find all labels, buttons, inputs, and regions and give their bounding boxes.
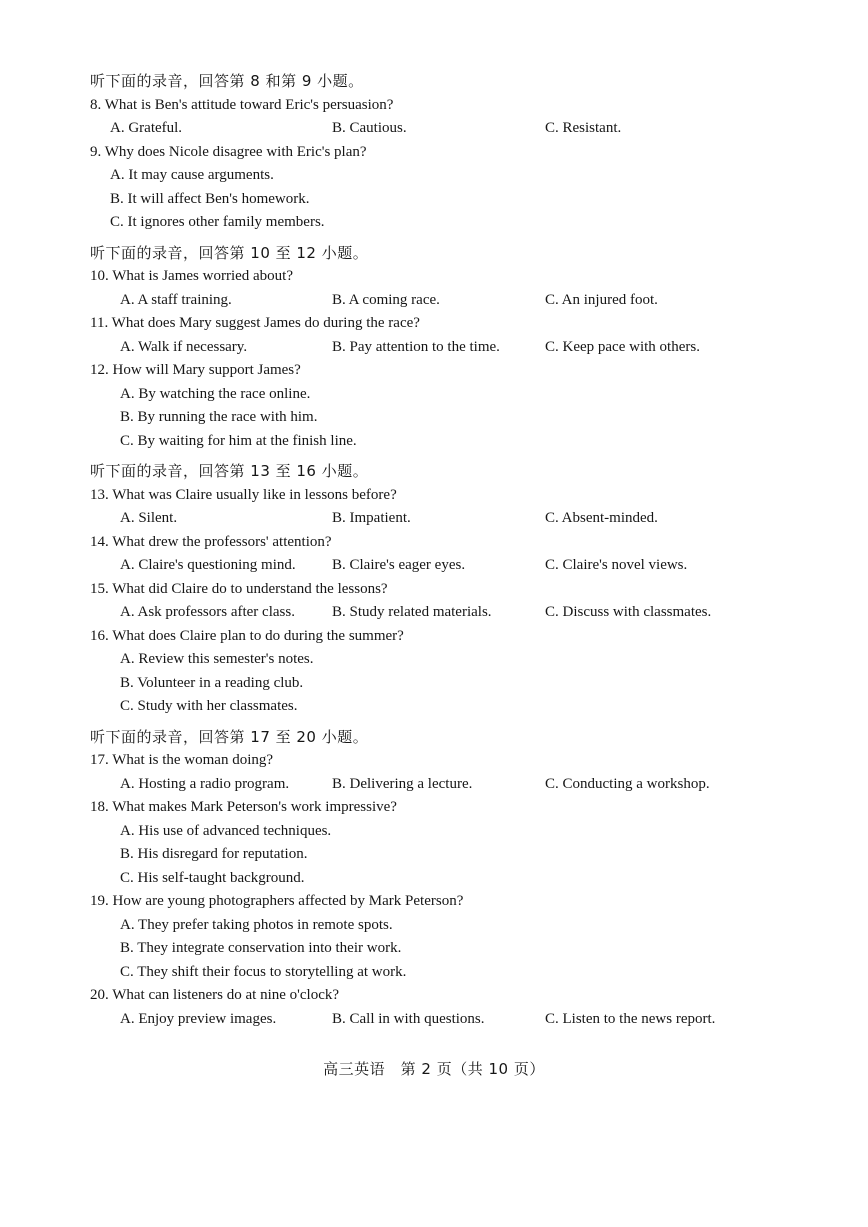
answer-option-a: A. His use of advanced techniques. [120, 822, 332, 839]
answer-option-c: C. Absent-minded. [545, 510, 658, 526]
answer-option-a: A. Grateful. [110, 120, 183, 136]
options-row [90, 117, 790, 141]
answer-option-b: B. It will affect Ben's homework. [110, 190, 310, 207]
options-row [90, 289, 790, 313]
answer-option-a: A. A staff training. [120, 291, 232, 308]
section-heading: 听下面的录音，回答第 13 至 16 小题。 [90, 462, 369, 480]
question-stem: 18. What makes Mark Peterson's work impressive? [90, 799, 397, 815]
question-stem: 13. What was Claire usually like in lessons before? [90, 486, 397, 503]
options-row [90, 773, 790, 797]
answer-option-c: C. Keep pace with others. [545, 338, 700, 355]
answer-option-b: B. They integrate conservation into their work. [120, 940, 402, 956]
answer-option-b: B. Study related materials. [332, 604, 492, 620]
options-row [90, 507, 790, 531]
answer-option-c: C. His self-taught background. [120, 869, 305, 886]
answer-option-a: A. Ask professors after class. [120, 604, 295, 620]
question-stem: 17. What is the woman doing? [90, 752, 274, 768]
answer-option-a: A. Claire's questioning mind. [120, 557, 296, 573]
options-row [90, 554, 790, 578]
options-row [90, 1008, 790, 1032]
answer-option-b: B. Call in with questions. [332, 1010, 485, 1027]
options-row [90, 601, 790, 625]
answer-option-c: C. Listen to the news report. [545, 1010, 716, 1027]
answer-option-a: A. By watching the race online. [120, 385, 311, 402]
question-stem: 16. What does Claire plan to do during the summer? [90, 627, 404, 644]
answer-option-c: C. Discuss with classmates. [545, 604, 712, 620]
answer-option-c: C. Resistant. [545, 120, 622, 136]
question-stem: 19. How are young photographers affected by Mark Peterson? [90, 893, 464, 909]
answer-option-c: C. By waiting for him at the finish line. [120, 432, 357, 449]
answer-option-c: C. It ignores other family members. [110, 214, 325, 230]
answer-option-c: C. Conducting a workshop. [545, 775, 710, 792]
answer-option-b: B. His disregard for reputation. [120, 846, 308, 862]
answer-option-a: A. Hosting a radio program. [120, 775, 290, 792]
answer-option-c: C. Claire's novel views. [545, 557, 688, 573]
answer-option-b: B. Cautious. [332, 120, 407, 136]
answer-option-b: B. Delivering a lecture. [332, 775, 473, 792]
question-stem: 12. How will Mary support James? [90, 362, 301, 378]
answer-option-b: B. By running the race with him. [120, 409, 318, 425]
listening-questions [90, 70, 790, 1031]
answer-option-a: A. Enjoy preview images. [120, 1010, 277, 1027]
options-row [90, 336, 790, 360]
answer-option-c: C. An injured foot. [545, 291, 658, 308]
page-footer: 高三英语 第 2 页（共 10 页） [323, 1060, 545, 1078]
question-stem: 15. What did Claire do to understand the lessons? [90, 580, 388, 597]
section-heading: 听下面的录音，回答第 8 和第 9 小题。 [90, 72, 364, 90]
question-stem: 10. What is James worried about? [90, 268, 294, 284]
answer-option-a: A. Silent. [120, 510, 178, 526]
question-stem: 14. What drew the professors' attention? [90, 533, 332, 550]
question-stem: 9. Why does Nicole disagree with Eric's plan? [90, 143, 367, 160]
answer-option-a: A. They prefer taking photos in remote spots. [120, 916, 393, 933]
answer-option-a: A. Review this semester's notes. [120, 651, 314, 667]
answer-option-b: B. Impatient. [332, 510, 411, 526]
question-stem: 20. What can listeners do at nine o'clock? [90, 987, 340, 1003]
section-heading: 听下面的录音，回答第 17 至 20 小题。 [90, 727, 369, 746]
answer-option-c: C. Study with her classmates. [120, 698, 298, 714]
answer-option-a: A. Walk if necessary. [120, 338, 248, 355]
answer-option-b: B. Volunteer in a reading club. [120, 674, 304, 691]
question-stem: 11. What does Mary suggest James do during the race? [90, 315, 420, 331]
section-heading: 听下面的录音，回答第 10 至 12 小题。 [90, 243, 369, 262]
answer-option-a: A. It may cause arguments. [110, 167, 274, 183]
answer-option-c: C. They shift their focus to storytelling at work. [120, 963, 407, 980]
question-stem: 8. What is Ben's attitude toward Eric's persuasion? [90, 96, 394, 113]
answer-option-b: B. A coming race. [332, 291, 440, 308]
answer-option-b: B. Claire's eager eyes. [332, 557, 466, 573]
answer-option-b: B. Pay attention to the time. [332, 338, 500, 355]
